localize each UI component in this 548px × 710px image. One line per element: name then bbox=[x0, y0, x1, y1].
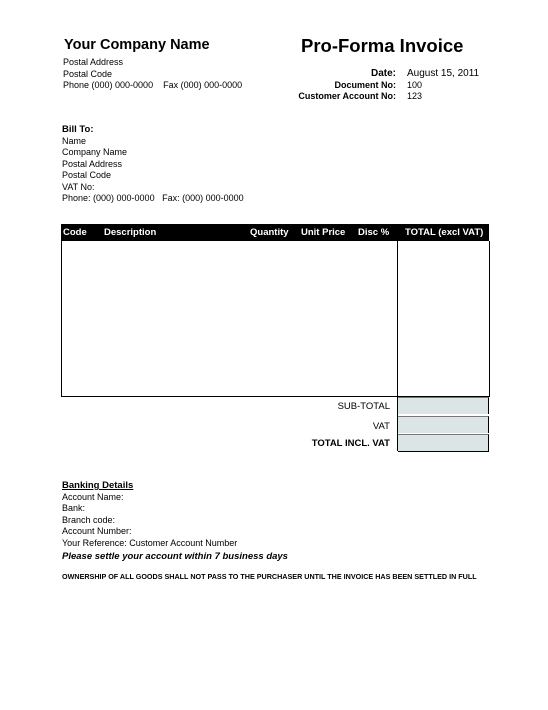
date-label: Date: bbox=[370, 68, 396, 79]
subtotal-label: SUB-TOTAL bbox=[337, 401, 390, 412]
items-table-header bbox=[61, 224, 489, 241]
company-postal-address: Postal Address bbox=[63, 57, 124, 67]
vat-value-cell[interactable] bbox=[398, 416, 489, 433]
banking-account-name: Account Name: bbox=[62, 491, 124, 502]
invoice-meta-values bbox=[407, 68, 479, 103]
ownership-notice: OWNERSHIP OF ALL GOODS SHALL NOT PASS TO THE PURCHASER UNTIL THE INVOICE HAS BEEN SETTLED IN FULL bbox=[62, 572, 477, 581]
column-header-description: Description bbox=[104, 227, 157, 238]
banking-details-block bbox=[62, 480, 288, 563]
column-header-disc: Disc % bbox=[358, 227, 390, 238]
banking-account-number: Account Number: bbox=[62, 526, 132, 536]
document-no-value: 100 bbox=[407, 79, 423, 90]
bill-to-label: Bill To: bbox=[62, 124, 94, 135]
bill-to-postal-code: Postal Code bbox=[62, 170, 112, 180]
company-phone-fax: Phone (000) 000-0000 Fax (000) 000-0000 bbox=[63, 80, 243, 90]
banking-branch-code: Branch code: bbox=[62, 514, 116, 525]
company-postal-code: Postal Code bbox=[63, 68, 113, 79]
column-header-unit-price: Unit Price bbox=[301, 227, 346, 238]
items-table-body[interactable] bbox=[61, 241, 490, 397]
document-no-label: Document No: bbox=[334, 79, 396, 90]
subtotal-value-cell[interactable] bbox=[398, 397, 489, 414]
vat-label: VAT bbox=[372, 421, 390, 432]
bill-to-company: Company Name bbox=[62, 147, 128, 157]
date-value: August 15, 2011 bbox=[407, 68, 480, 79]
column-header-total-excl-vat: TOTAL (excl VAT) bbox=[405, 227, 484, 238]
bill-to-postal-address: Postal Address bbox=[62, 158, 123, 169]
company-address-block bbox=[63, 57, 242, 92]
banking-reference: Your Reference: Customer Account Number bbox=[62, 537, 238, 548]
bill-to-phone-fax: Phone: (000) 000-0000 Fax: (000) 000-0000 bbox=[62, 193, 244, 203]
settle-account-note: Please settle your account within 7 business days bbox=[62, 551, 288, 562]
bill-to-block bbox=[62, 124, 244, 205]
customer-account-label: Customer Account No: bbox=[298, 91, 396, 101]
column-header-code: Code bbox=[63, 227, 87, 238]
banking-bank: Bank: bbox=[62, 503, 86, 513]
column-header-quantity: Quantity bbox=[250, 227, 289, 238]
bill-to-name: Name bbox=[62, 135, 87, 146]
total-incl-vat-value-cell[interactable] bbox=[398, 434, 489, 452]
customer-account-value: 123 bbox=[407, 91, 423, 101]
bill-to-vat-no: VAT No: bbox=[62, 181, 95, 192]
banking-details-title: Banking Details bbox=[62, 480, 134, 491]
invoice-title: Pro-Forma Invoice bbox=[301, 35, 464, 56]
company-name: Your Company Name bbox=[64, 37, 210, 53]
invoice-meta-labels bbox=[290, 68, 396, 103]
total-incl-vat-label: TOTAL INCL. VAT bbox=[311, 438, 390, 449]
